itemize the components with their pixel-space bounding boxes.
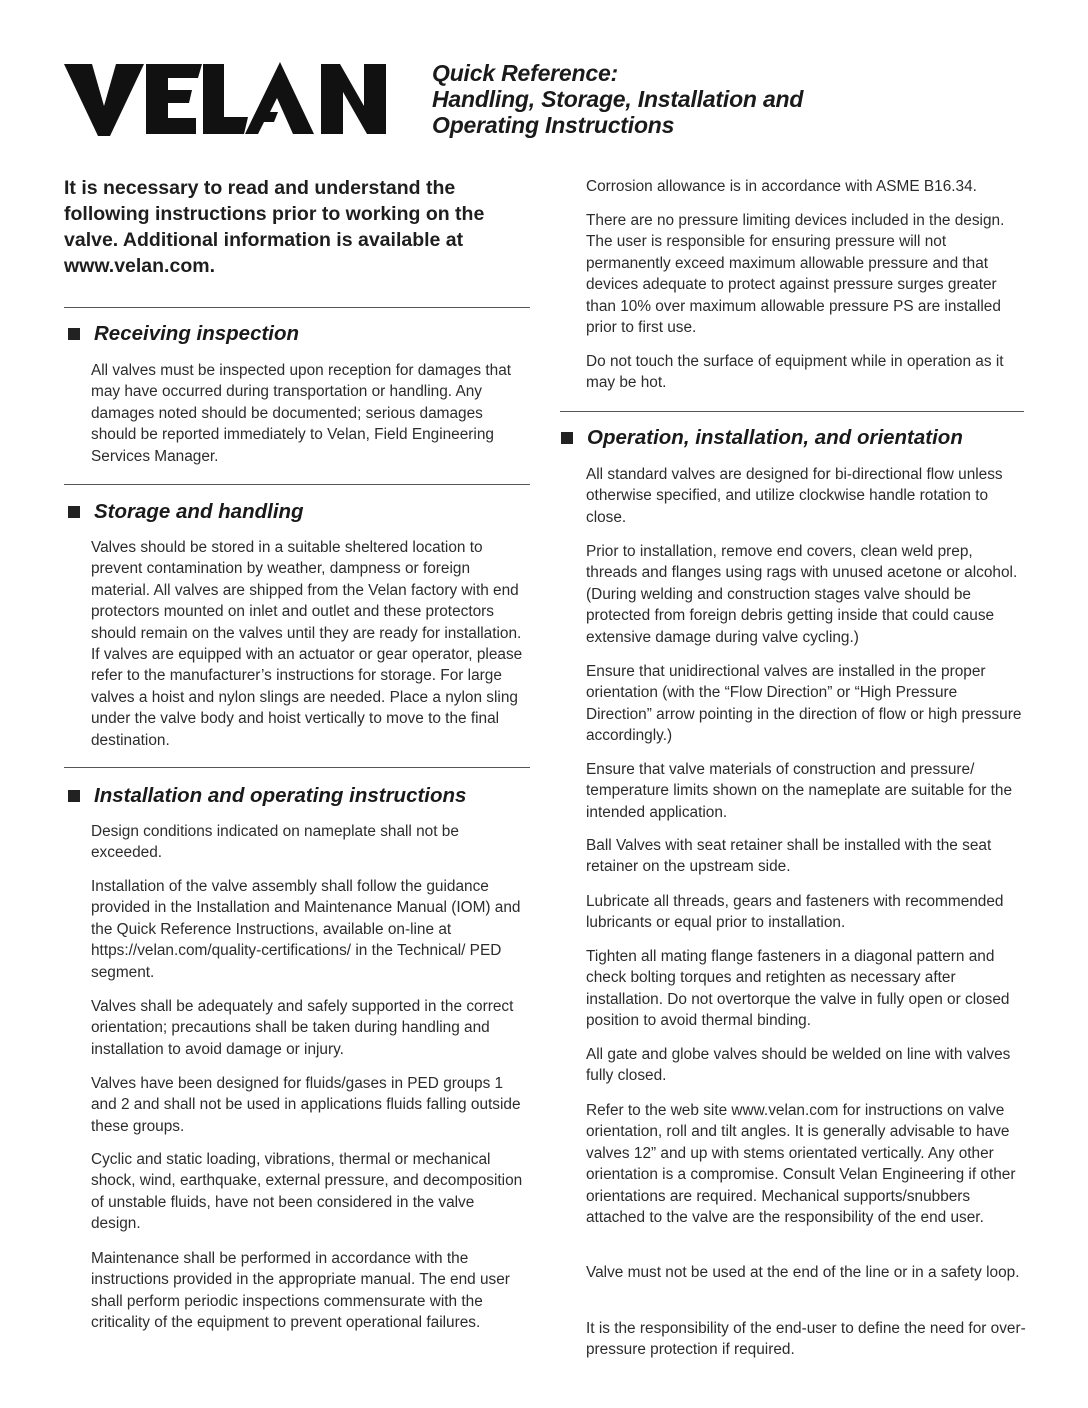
title-line-3: Operating Instructions: [432, 112, 675, 138]
paragraph: Valves have been designed for fluids/gases in PED groups 1 and 2 and shall not be used in applications fluids falling outside these groups.: [91, 1075, 521, 1135]
paragraph: Design conditions indicated on nameplate shall not be exceeded.: [91, 823, 459, 862]
paragraph: Corrosion allowance is in accordance with ASME B16.34.: [586, 178, 977, 195]
paragraph: Maintenance shall be performed in accordance with the instructions provided in the appropriate manual. The end user shall perform periodic inspections commensurate with the criticality of the equipment to prevent operational failures.: [91, 1250, 510, 1332]
document-title: [432, 60, 992, 138]
paragraph: Refer to the web site www.velan.com for instructions on valve orientation, roll and tilt angles. It is generally advisable to have valves 12” and up with stems orientated vertically. Any other orientation is a compromise. Consult Velan Engineering if other orientations are required. Mechanical supports/snubbers attached to the valve are the responsibility of the end user.: [586, 1102, 1016, 1227]
divider: [64, 484, 530, 485]
square-bullet-icon: [68, 506, 80, 518]
paragraph: All standard valves are designed for bi-directional flow unless otherwise specified, and utilize clockwise handle rotation to close.: [586, 466, 1003, 526]
paragraph: Installation of the valve assembly shall follow the guidance provided in the Installation and Maintenance Manual (IOM) and the Quick Reference Instructions, available on-line at https://velan.com/quality-certifications/ in the Technical/ PED segment.: [91, 878, 521, 981]
divider: [64, 307, 530, 308]
paragraph: Do not touch the surface of equipment while in operation as it may be hot.: [586, 353, 1004, 392]
paragraph: Cyclic and static loading, vibrations, thermal or mechanical shock, wind, earthquake, external pressure, and decomposition of unstable fluids, have not been considered in the valve design.: [91, 1151, 523, 1233]
velan-logo: [64, 62, 386, 136]
paragraph: Ensure that valve materials of construction and pressure/ temperature limits shown on the nameplate are suitable for the intended application.: [586, 761, 1013, 821]
paragraph: Valves shall be adequately and safely supported in the correct orientation; precautions shall be taken during handling and installation to avoid damage or injury.: [91, 998, 514, 1058]
square-bullet-icon: [561, 432, 573, 444]
paragraph: Ensure that unidirectional valves are installed in the proper orientation (with the “Flow Direction” or “High Pressure Direction” arrow pointing in the direction of flow or high pressure accordingly.): [586, 663, 1022, 745]
paragraph: Tighten all mating flange fasteners in a diagonal pattern and check bolting torques and retighten as necessary after installation. Do not overtorque the valve in fully open or closed position to avoid thermal binding.: [586, 948, 1010, 1030]
title-line-2: Handling, Storage, Installation and: [432, 86, 804, 112]
section-heading-installation: Installation and operating instructions: [64, 784, 466, 808]
title-line-1: Quick Reference:: [432, 60, 618, 86]
paragraph: Prior to installation, remove end covers, clean weld prep, threads and flanges using rags with unused acetone or alcohol. (During welding and construction stages valve should be protected from foreign debris getting inside that could cause extensive damage during valve cycling.): [586, 543, 1018, 646]
paragraph: Valve must not be used at the end of the line or in a safety loop.: [586, 1264, 1020, 1281]
section-heading-receiving: Receiving inspection: [64, 322, 299, 346]
paragraph: Valves should be stored in a suitable sheltered location to prevent contamination by weather, dampness or foreign material. All valves are shipped from the Velan factory with end protectors mounted on inlet and outlet and these protectors should remain on the valves until they are ready for installation. If valves are equipped with an actuator or gear operator, please refer to the manufacturer’s instructions for storage. For large valves a hoist and nylon slings are needed. Place a nylon sling under the valve body and hoist vertically to move to the final destination.: [91, 539, 523, 749]
paragraph: All gate and globe valves should be welded on line with valves fully closed.: [586, 1046, 1011, 1085]
paragraph: All valves must be inspected upon reception for damages that may have occurred during transportation or handling. Any damages noted should be documented; serious damages should be reported immediately to Velan, Field Engineering Services Manager.: [91, 362, 512, 465]
intro-warning: It is necessary to read and understand the following instructions prior to working on the valve. Additional information is available at www.velan.com.: [64, 177, 485, 277]
paragraph: It is the responsibility of the end-user to define the need for over-pressure protection if required.: [586, 1320, 1026, 1359]
section-heading-storage: Storage and handling: [64, 500, 304, 524]
square-bullet-icon: [68, 790, 80, 802]
square-bullet-icon: [68, 328, 80, 340]
section-heading-operation: Operation, installation, and orientation: [557, 426, 963, 450]
divider: [64, 767, 530, 768]
paragraph: There are no pressure limiting devices included in the design. The user is responsible for ensuring pressure will not permanently exceed maximum allowable pressure and that devices adequate to protect against pressure surges greater than 10% over maximum allowable pressure PS are installed prior to first use.: [586, 212, 1005, 337]
paragraph: Ball Valves with seat retainer shall be installed with the seat retainer on the upstream side.: [586, 837, 992, 876]
divider: [560, 411, 1024, 412]
paragraph: Lubricate all threads, gears and fasteners with recommended lubricants or equal prior to installation.: [586, 893, 1004, 932]
